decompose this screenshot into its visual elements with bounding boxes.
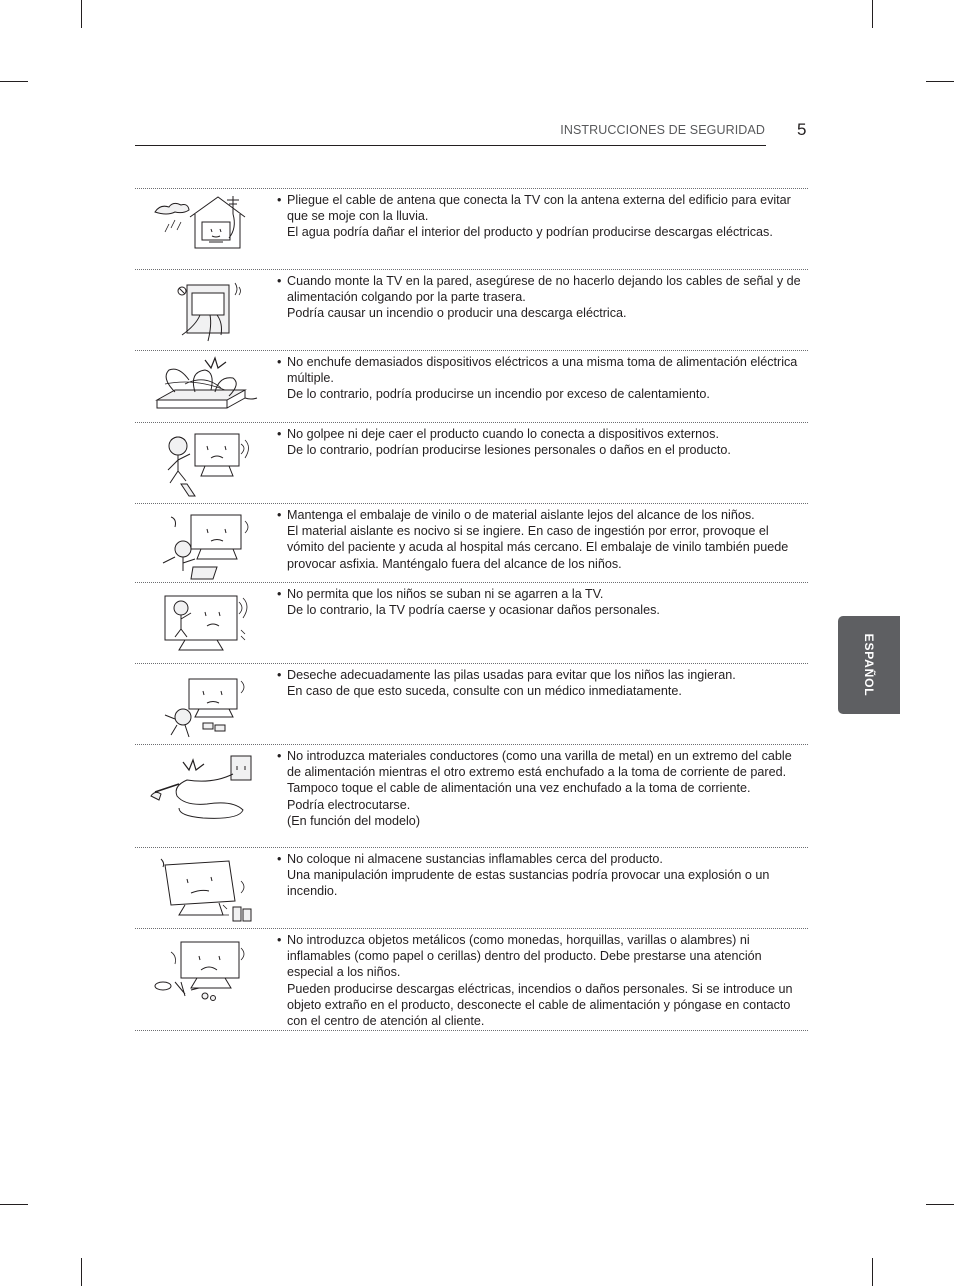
crop-mark	[0, 81, 28, 82]
safety-item	[135, 269, 808, 350]
overloaded-power-strip-icon	[145, 354, 260, 428]
safety-item-text	[277, 192, 802, 241]
warning-line: • No golpee ni deje caer el producto cuando lo conecta a dispositivos externos.	[277, 426, 802, 442]
consequence-line: De lo contrario, podrían producirse lesiones personales o daños en el producto.	[287, 443, 731, 458]
safety-item	[135, 744, 808, 847]
crop-mark	[0, 1204, 28, 1205]
hitting-tv-icon	[145, 426, 260, 500]
safety-item	[135, 663, 808, 744]
safety-item-text	[277, 748, 802, 829]
consequence-line: Podría causar un incendio o producir una descarga eléctrica.	[287, 306, 627, 321]
safety-item-text	[277, 932, 802, 1029]
safety-item	[135, 928, 808, 1031]
warning-line: • No introduzca objetos metálicos (como monedas, horquillas, varillas o alambres) ni inflamables (como papel o cerillas) dentro del producto. Debe prestarse una atención especial a los niños.	[277, 932, 802, 981]
warning-line: • No coloque ni almacene sustancias inflamables cerca del producto.	[277, 851, 802, 867]
consequence-line: En caso de que esto suceda, consulte con un médico inmediatamente.	[287, 684, 682, 699]
safety-instruction-list	[135, 188, 808, 1031]
crop-mark	[81, 1258, 82, 1286]
metal-rod-socket-icon	[145, 748, 260, 822]
safety-item-text	[277, 273, 802, 322]
section-title: INSTRUCCIONES DE SEGURIDAD	[560, 123, 765, 137]
crop-mark	[81, 0, 82, 28]
crop-mark	[872, 0, 873, 28]
consequence-line: De lo contrario, podría producirse un incendio por exceso de calentamiento.	[287, 387, 710, 402]
safety-item-text	[277, 667, 802, 699]
safety-item	[135, 847, 808, 928]
consequence-line: Una manipulación imprudente de estas sustancias podría provocar una explosión o un incendio.	[287, 868, 770, 899]
language-tab	[838, 616, 900, 714]
safety-item	[135, 582, 808, 663]
crop-mark	[926, 1204, 954, 1205]
safety-item	[135, 188, 808, 269]
warning-line: • Mantenga el embalaje de vinilo o de material aislante lejos del alcance de los niños.	[277, 507, 802, 523]
safety-item-text	[277, 354, 802, 403]
safety-item	[135, 503, 808, 582]
crop-mark	[872, 1258, 873, 1286]
child-packaging-icon	[145, 507, 260, 581]
child-climbing-tv-icon	[145, 586, 260, 660]
child-battery-icon	[145, 667, 260, 741]
consequence-line: De lo contrario, la TV podría caerse y ocasionar daños personales.	[287, 603, 660, 618]
header-divider	[135, 145, 766, 146]
warning-line: • Pliegue el cable de antena que conecta la TV con la antena externa del edificio para evitar que se moje con la lluvia.	[277, 192, 802, 224]
metal-objects-tv-icon	[145, 932, 260, 1006]
safety-item-text	[277, 586, 802, 618]
crop-mark	[926, 81, 954, 82]
safety-item-text	[277, 426, 802, 458]
flammable-substances-icon	[145, 851, 260, 925]
safety-item	[135, 422, 808, 503]
warning-line: • No introduzca materiales conductores (como una varilla de metal) en un extremo del cable de alimentación mientras el otro extremo está enchufado a la toma de corriente de pared. Tampoco toque el cable de alimentación una vez enchufado a la toma de corriente.	[277, 748, 802, 797]
safety-item	[135, 350, 808, 422]
consequence-line: El material aislante es nocivo si se ingiere. En caso de ingestión por error, provoque el vómito del paciente y acuda al hospital más cercano. El embalaje de vinilo también puede provocar asfixia. Manténgalo fuera del alcance de los niños.	[287, 524, 789, 571]
page-number: 5	[797, 120, 807, 139]
consequence-line: Podría electrocutarse.	[287, 797, 411, 812]
safety-item-text	[277, 507, 802, 572]
language-tab-label: ESPAÑOL	[862, 633, 876, 697]
warning-line: • No enchufe demasiados dispositivos eléctricos a una misma toma de alimentación eléctrica múltiple.	[277, 354, 802, 386]
consequence-line: El agua podría dañar el interior del producto y podrían producirse descargas eléctricas.	[287, 225, 773, 240]
antenna-house-icon	[145, 192, 260, 266]
consequence-line: Pueden producirse descargas eléctricas, incendios o daños personales. Si se introduce un objeto extraño en el producto, desconecte el cable de alimentación y póngase en contacto con el centro de atención al cliente.	[287, 981, 793, 1029]
model-note: (En función del modelo)	[287, 813, 421, 828]
wall-mount-cables-icon	[145, 273, 260, 347]
safety-item-text	[277, 851, 802, 900]
warning-line: • Cuando monte la TV en la pared, asegúrese de no hacerlo dejando los cables de señal y de alimentación colgando por la parte trasera.	[277, 273, 802, 305]
warning-line: • Deseche adecuadamente las pilas usadas para evitar que los niños las ingieran.	[277, 667, 802, 683]
warning-line: • No permita que los niños se suban ni se agarren a la TV.	[277, 586, 802, 602]
